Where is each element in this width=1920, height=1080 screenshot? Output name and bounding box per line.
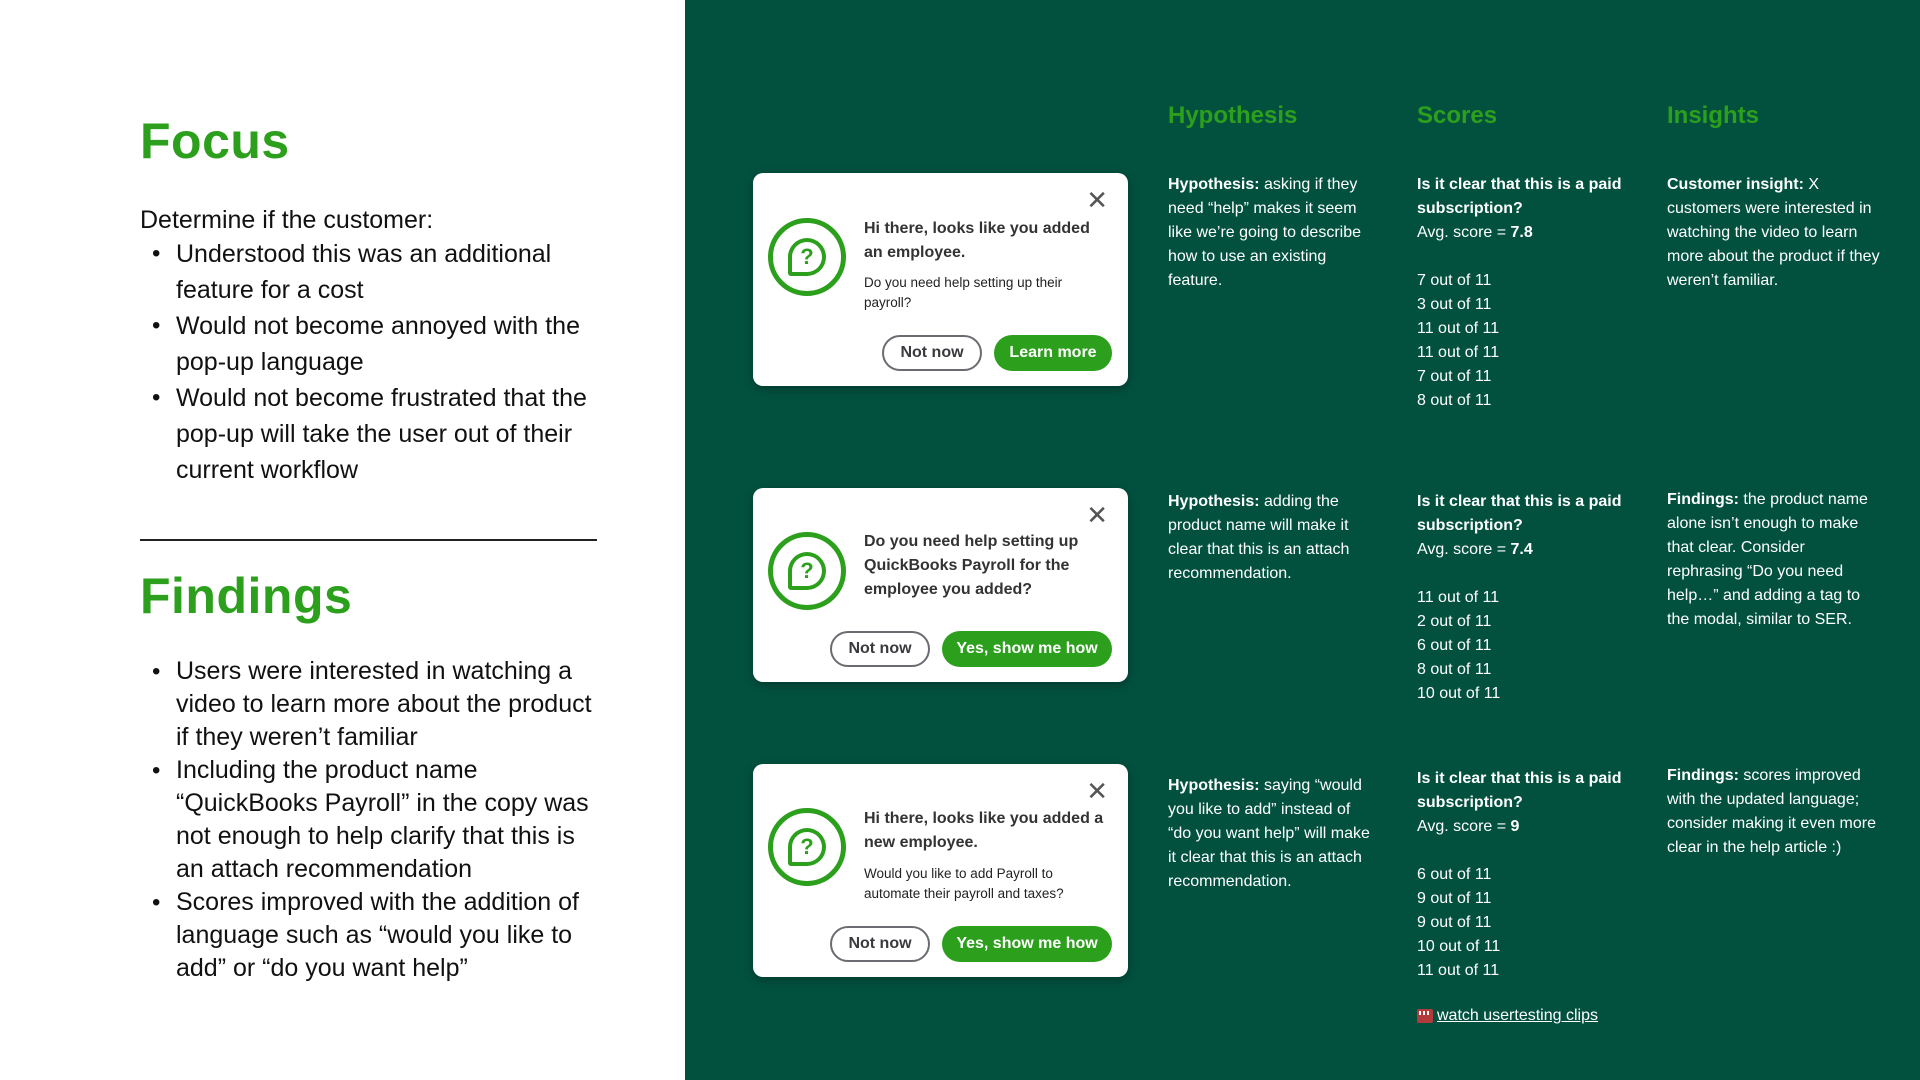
- not-now-button[interactable]: Not now: [882, 335, 982, 371]
- yes-show-me-how-button[interactable]: Yes, show me how: [942, 631, 1112, 667]
- list-item: • Would not become annoyed with the pop-up language: [140, 308, 610, 380]
- help-question-icon: ?: [768, 808, 846, 886]
- list-item: 9 out of 11: [1417, 890, 1492, 907]
- focus-bullet-list: [140, 236, 610, 488]
- learn-more-button[interactable]: Learn more: [994, 335, 1112, 371]
- list-item: • Including the product name “QuickBooks Payroll” in the copy was not enough to help clarify that this is an attach recommendation: [140, 754, 600, 886]
- score-list: [1417, 863, 1632, 983]
- watch-usertesting-clips-link[interactable]: [1417, 1007, 1598, 1025]
- insights-column-heading: Insights: [1667, 102, 1760, 129]
- modal-body: Would you like to add Payroll to automate their payroll and taxes?: [864, 866, 1064, 901]
- focus-title: Focus: [140, 113, 290, 169]
- list-item: 3 out of 11: [1417, 296, 1492, 313]
- list-item: • Would not become frustrated that the pop-up will take the user out of their current workflow: [140, 380, 610, 488]
- average-score: 7.4: [1510, 541, 1533, 558]
- insight-text-3: Findings: scores improved with the updated language; consider making it even more clear in the help article :): [1667, 767, 1876, 856]
- scores-column-heading: Scores: [1417, 102, 1498, 129]
- left-pane: [0, 0, 685, 1080]
- payroll-prompt-modal-3: [753, 764, 1128, 977]
- list-item: 6 out of 11: [1417, 637, 1492, 654]
- list-item: 6 out of 11: [1417, 866, 1492, 883]
- hypothesis-column-heading: Hypothesis: [1168, 102, 1298, 129]
- payroll-prompt-modal-1: [753, 173, 1128, 386]
- list-item: 2 out of 11: [1417, 613, 1492, 630]
- not-now-button[interactable]: Not now: [830, 631, 930, 667]
- list-item: 10 out of 11: [1417, 685, 1501, 702]
- list-item: 7 out of 11: [1417, 272, 1492, 289]
- list-item: • Scores improved with the addition of language such as “would you like to add” or “do you want help”: [140, 886, 600, 985]
- section-divider: [140, 539, 597, 541]
- list-item: 8 out of 11: [1417, 661, 1492, 678]
- modal-title: Hi there, looks like you added an employee.: [864, 220, 1090, 261]
- score-question: Is it clear that this is a paid subscription?: [1417, 493, 1622, 534]
- close-icon[interactable]: ✕: [1086, 500, 1108, 530]
- film-clip-icon: [1417, 1009, 1433, 1023]
- hypothesis-text-2: Hypothesis: adding the product name will make it clear that this is an attach recommendation.: [1168, 493, 1350, 582]
- score-list: [1417, 586, 1632, 706]
- score-list: [1417, 269, 1632, 413]
- payroll-prompt-modal-2: [753, 488, 1128, 682]
- list-item: 10 out of 11: [1417, 938, 1501, 955]
- list-item: 11 out of 11: [1417, 320, 1500, 337]
- list-item: • Understood this was an additional feature for a cost: [140, 236, 610, 308]
- focus-intro: Determine if the customer:: [140, 206, 434, 234]
- hypothesis-text-1: Hypothesis: asking if they need “help” makes it seem like we’re going to describe how to use an existing feature.: [1168, 176, 1361, 289]
- list-item: 11 out of 11: [1417, 344, 1500, 361]
- close-icon[interactable]: ✕: [1086, 185, 1108, 215]
- scores-block-3: Is it clear that this is a paid subscription? Avg. score = 9 6 out of 11 9 out of 11 9 out of 11 10 out of 11 11 out of 11: [1417, 767, 1632, 983]
- link-label[interactable]: watch usertesting clips: [1437, 1007, 1598, 1024]
- scores-block-1: Is it clear that this is a paid subscription? Avg. score = 7.8 7 out of 11 3 out of 11 11 out of 11 11 out of 11 7 out of 11 8 out of 11: [1417, 173, 1632, 413]
- list-item: 9 out of 11: [1417, 914, 1492, 931]
- hypothesis-text-3: Hypothesis: saying “would you like to add” instead of “do you want help” will make it clear that this is an attach recommendation.: [1168, 777, 1370, 890]
- list-item: 11 out of 11: [1417, 962, 1500, 979]
- help-question-icon: ?: [768, 218, 846, 296]
- modal-title: Do you need help setting up QuickBooks Payroll for the employee you added?: [864, 533, 1079, 598]
- list-item: 8 out of 11: [1417, 392, 1492, 409]
- findings-title: Findings: [140, 568, 353, 624]
- average-score: 7.8: [1510, 224, 1533, 241]
- yes-show-me-how-button[interactable]: Yes, show me how: [942, 926, 1112, 962]
- scores-block-2: Is it clear that this is a paid subscription? Avg. score = 7.4 11 out of 11 2 out of 11 6 out of 11 8 out of 11 10 out of 11: [1417, 490, 1632, 706]
- insight-text-1: Customer insight: X customers were interested in watching the video to learn more about the product if they weren’t familiar.: [1667, 176, 1880, 289]
- list-item: • Users were interested in watching a video to learn more about the product if they weren’t familiar: [140, 655, 600, 754]
- modal-title: Hi there, looks like you added a new employee.: [864, 810, 1104, 851]
- insight-text-2: Findings: the product name alone isn’t enough to make that clear. Consider rephrasing “Do you need help…” and adding a tag to the modal, similar to SER.: [1667, 491, 1868, 628]
- list-item: 7 out of 11: [1417, 368, 1492, 385]
- help-question-icon: ?: [768, 532, 846, 610]
- findings-bullet-list: [140, 655, 600, 985]
- score-question: Is it clear that this is a paid subscription?: [1417, 176, 1622, 217]
- average-score: 9: [1510, 818, 1520, 835]
- score-question: Is it clear that this is a paid subscription?: [1417, 770, 1622, 811]
- not-now-button[interactable]: Not now: [830, 926, 930, 962]
- list-item: 11 out of 11: [1417, 589, 1500, 606]
- close-icon[interactable]: ✕: [1086, 776, 1108, 806]
- modal-body: Do you need help setting up their payroll?: [864, 275, 1063, 310]
